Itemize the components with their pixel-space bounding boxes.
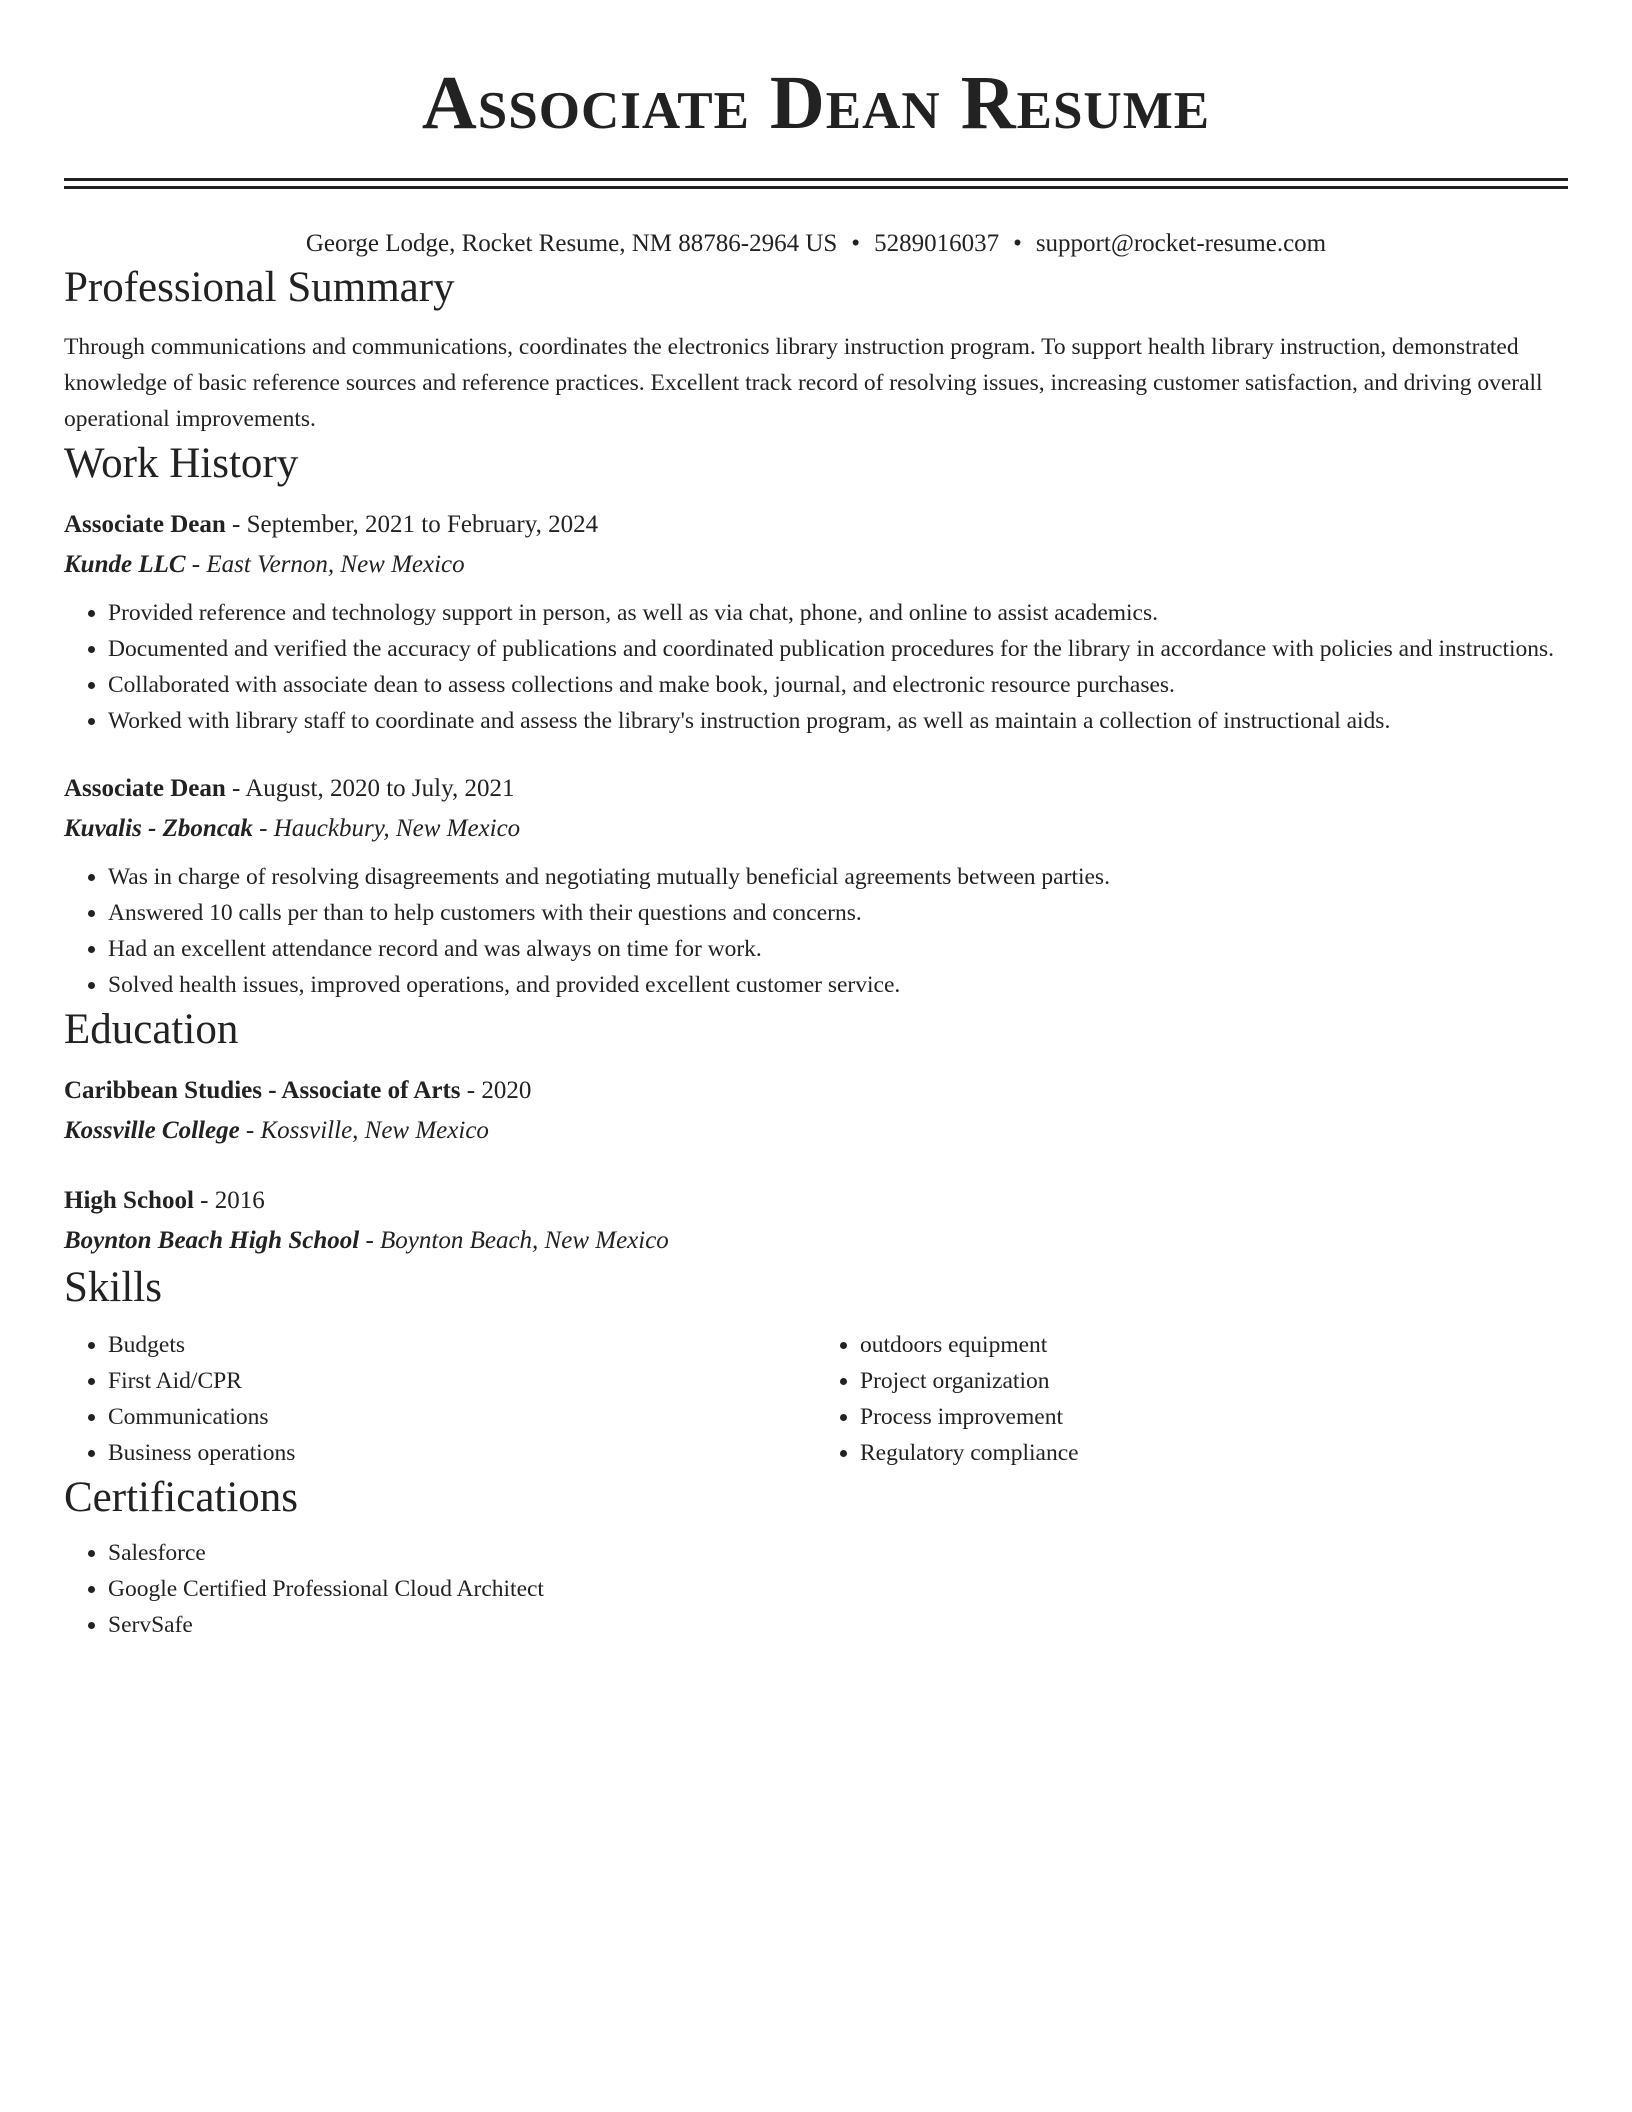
education-entry-2: [64, 1181, 1568, 1261]
degree-line: [64, 1181, 1568, 1221]
list-item: • Answered 10 calls per than to help customers with their questions and concerns.: [108, 895, 1568, 931]
list-item: • Process improvement: [860, 1399, 1568, 1435]
list-item: • Regulatory compliance: [860, 1435, 1568, 1471]
contact-line: [64, 227, 1568, 261]
list-item: • Salesforce: [108, 1535, 1568, 1571]
school-location: - Boynton Beach, New Mexico: [359, 1227, 669, 1254]
list-item: • Was in charge of resolving disagreements and negotiating mutually beneficial agreements between parties.: [108, 859, 1568, 895]
job-company: Kunde LLC: [64, 551, 186, 578]
list-item: • Google Certified Professional Cloud Architect: [108, 1571, 1568, 1607]
list-item: • Worked with library staff to coordinate and assess the library's instruction program, as well as maintain a collection of instructional aids.: [108, 703, 1568, 739]
certifications-list: [64, 1535, 1568, 1643]
job-location: - East Vernon, New Mexico: [185, 551, 465, 578]
summary-text: Through communications and communications, coordinates the electronics library instruction program. To support health library instruction, demonstrated knowledge of basic reference sources and reference practices. Excellent track record of resolving issues, increasing customer satisfaction, and driving overall operational improvements.: [64, 334, 1543, 432]
contact-address: George Lodge, Rocket Resume, NM 88786-2964 US: [305, 230, 838, 257]
school-line: [64, 1221, 1568, 1261]
title-double-rule: [64, 178, 1568, 189]
job-location: - Hauckbury, New Mexico: [252, 815, 521, 842]
list-item: • Collaborated with associate dean to assess collections and make book, journal, and electronic resource purchases.: [108, 667, 1568, 703]
degree-year: - 2020: [460, 1077, 532, 1104]
summary-heading: Professional Summary: [64, 264, 455, 311]
job-entry-1: [64, 505, 1568, 739]
job-bullets: [64, 859, 1568, 1003]
contact-separator: •: [851, 230, 861, 257]
skills-grid: [64, 1327, 1568, 1471]
list-item: • Had an excellent attendance record and was always on time for work.: [108, 931, 1568, 967]
school-location: - Kossville, New Mexico: [239, 1117, 489, 1144]
job-title-line: [64, 505, 1568, 545]
job-company: Kuvalis - Zboncak: [64, 815, 253, 842]
list-item: • Provided reference and technology support in person, as well as via chat, phone, and online to assist academics.: [108, 595, 1568, 631]
job-title-line: [64, 769, 1568, 809]
school-name: Boynton Beach High School: [64, 1227, 360, 1254]
education-entry-1: [64, 1071, 1568, 1151]
degree-year: - 2016: [193, 1187, 265, 1214]
job-dates: - September, 2021 to February, 2024: [225, 511, 599, 538]
contact-phone: 5289016037: [874, 230, 1000, 257]
skills-heading: Skills: [64, 1264, 162, 1311]
degree-line: [64, 1071, 1568, 1111]
school-line: [64, 1111, 1568, 1151]
job-bullets: [64, 595, 1568, 739]
job-company-line: [64, 809, 1568, 849]
degree: Caribbean Studies - Associate of Arts: [64, 1077, 461, 1104]
school-name: Kossville College: [64, 1117, 240, 1144]
list-item: • Budgets: [108, 1327, 816, 1363]
job-title: Associate Dean: [64, 775, 226, 802]
list-item: • Documented and verified the accuracy of publications and coordinated publication procedures for the library in accordance with policies and instructions.: [108, 631, 1568, 667]
skills-left-column: [64, 1327, 816, 1471]
job-dates: - August, 2020 to July, 2021: [225, 775, 515, 802]
certifications-heading: Certifications: [64, 1474, 299, 1521]
list-item: • outdoors equipment: [860, 1327, 1568, 1363]
resume-title: Associate Dean Resume: [421, 61, 1211, 145]
degree: High School: [64, 1187, 194, 1214]
work-history-heading: Work History: [64, 440, 299, 487]
list-item: • Solved health issues, improved operations, and provided excellent customer service.: [108, 967, 1568, 1003]
job-entry-2: [64, 769, 1568, 1003]
education-heading: Education: [64, 1006, 239, 1053]
job-title: Associate Dean: [64, 511, 226, 538]
contact-email: support@rocket-resume.com: [1035, 230, 1327, 257]
contact-separator: •: [1013, 230, 1022, 257]
job-company-line: [64, 545, 1568, 585]
list-item: • Project organization: [860, 1363, 1568, 1399]
list-item: • ServSafe: [108, 1607, 1568, 1643]
list-item: • First Aid/CPR: [108, 1363, 816, 1399]
skills-right-column: [816, 1327, 1568, 1471]
list-item: • Business operations: [108, 1435, 816, 1471]
list-item: • Communications: [108, 1399, 816, 1435]
